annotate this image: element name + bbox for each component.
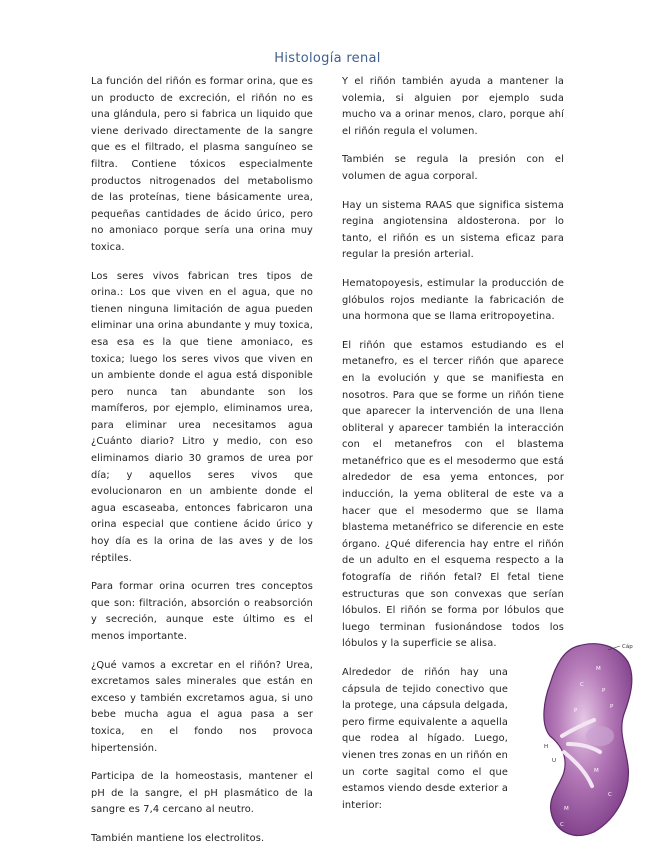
figure-label: P <box>602 688 606 694</box>
figure-label: H <box>544 744 549 750</box>
kidney-pelvis <box>586 726 614 746</box>
figure-label: C <box>608 792 612 798</box>
right-column <box>342 74 564 826</box>
kidney-histology-image <box>538 640 638 840</box>
paragraph: También mantiene los electrolitos. <box>91 832 265 844</box>
paragraph: Para formar orina ocurren tres conceptos que son: filtración, absorción o reabsorción y secreción, aunque este último es el menos importante. <box>91 581 313 642</box>
paragraph: El riñón que estamos estudiando es el metanefro, es el tercer riñón que aparece en la evolución y que se manifiesta en nosotros. Para que se forme un riñón tiene que aparecer la intervención de una llena obliteral y aparecer también la interacción con el metanefros con el blastema metanéfrico que es el mesodermo que está alrededor de esa yema entonces, por inducción, la yema obliteral de este va a hacer que el mesodermo que se llama blastema metanéfrico se diferencie en este órgano. ¿Qué diferencia hay entre el riñón de un adulto en el esquema respecto a la fotografía de riñón fetal? El fetal tiene estructuras que son convexas que serían lóbulos. El riñón se forma por lóbulos que luego terminan fusionándose todos los lóbulos y la superficie se alisa. <box>342 339 564 650</box>
figure-label: Cáp <box>622 644 633 650</box>
figure-label: C <box>560 822 564 828</box>
paragraph: Participa de la homeostasis, mantener el pH de la sangre, el pH plasmático de la sangre es 7,4 cercano al neutro. <box>91 771 313 816</box>
figure-label: M <box>564 806 569 812</box>
paragraph: La función del riñón es formar orina, que es un producto de excreción, el riñón no es una glándula, pero si fabrica un liquido que viene derivado directamente de la sangre que es el filtrado, el plasma sanguíneo se filtra. Contiene tóxicos especialmente productos nitrogenados del metabolismo de las proteínas, tiene básicamente urea, pequeñas cantidades de ácido úrico, pero no amoniaco porque sería una orina muy toxica. <box>91 76 313 253</box>
document-title: Histología renal <box>274 51 381 66</box>
figure-label: U <box>552 758 557 764</box>
paragraph: Los seres vivos fabrican tres tipos de orina.: Los que viven en el agua, que no tienen ninguna limitación de agua pueden eliminar una orina abundante y muy toxica, esa esa es la que tiene amoniaco, es toxica; luego los seres vivos que viven en un ambiente donde el agua está disponible pero nunca tan abundante son los mamíferos, por ejemplo, eliminamos urea, para eliminar urea necesitamos agua ¿Cuánto diario? Litro y medio, con eso eliminamos diario 30 gramos de urea por día; y aquellos seres vivos que evolucionaron en un ambiente donde el agua escaseaba, entonces fabricaron una orina especial que contiene ácido úrico y hoy día es la orina de las aves y de los réptiles. <box>91 270 313 564</box>
paragraph: Y el riñón también ayuda a mantener la volemia, si alguien por ejemplo suda mucho va a orinar menos, claro, porque ahí el riñón regula el volumen. <box>342 76 564 137</box>
paragraph: Hematopoyesis, estimular la producción de glóbulos rojos mediante la fabricación de una hormona que se llama eritropoyetina. <box>342 277 564 323</box>
paragraph: Hay un sistema RAAS que significa sistema regina angiotensina aldosterona. por lo tanto, el riñón es un sistema eficaz para regular la presión arterial. <box>342 199 564 261</box>
figure-label: M <box>594 768 599 774</box>
left-column <box>91 74 313 860</box>
paragraph: Alrededor de riñón hay una cápsula de tejido conectivo que la protege, una cápsula delgada, pero firme equivalente a aquella que rodea al hígado. Luego, vienen tres zonas en un riñón en un corte sagital como el que estamos viendo desde exterior a interior: <box>342 667 508 811</box>
figure-label: C <box>580 682 584 688</box>
paragraph: ¿Qué vamos a excretar en el riñón? Urea, excretamos sales minerales que están en exceso y también excretamos agua, si uno bebe mucha agua el agua pasa a ser toxica, en el fondo nos provoca hipertensión. <box>91 659 313 754</box>
paragraph: También se regula la presión con el volumen de agua corporal. <box>342 154 564 182</box>
figure-label: M <box>596 666 601 672</box>
figure-label: P <box>574 708 578 714</box>
figure-label: P <box>610 704 614 710</box>
